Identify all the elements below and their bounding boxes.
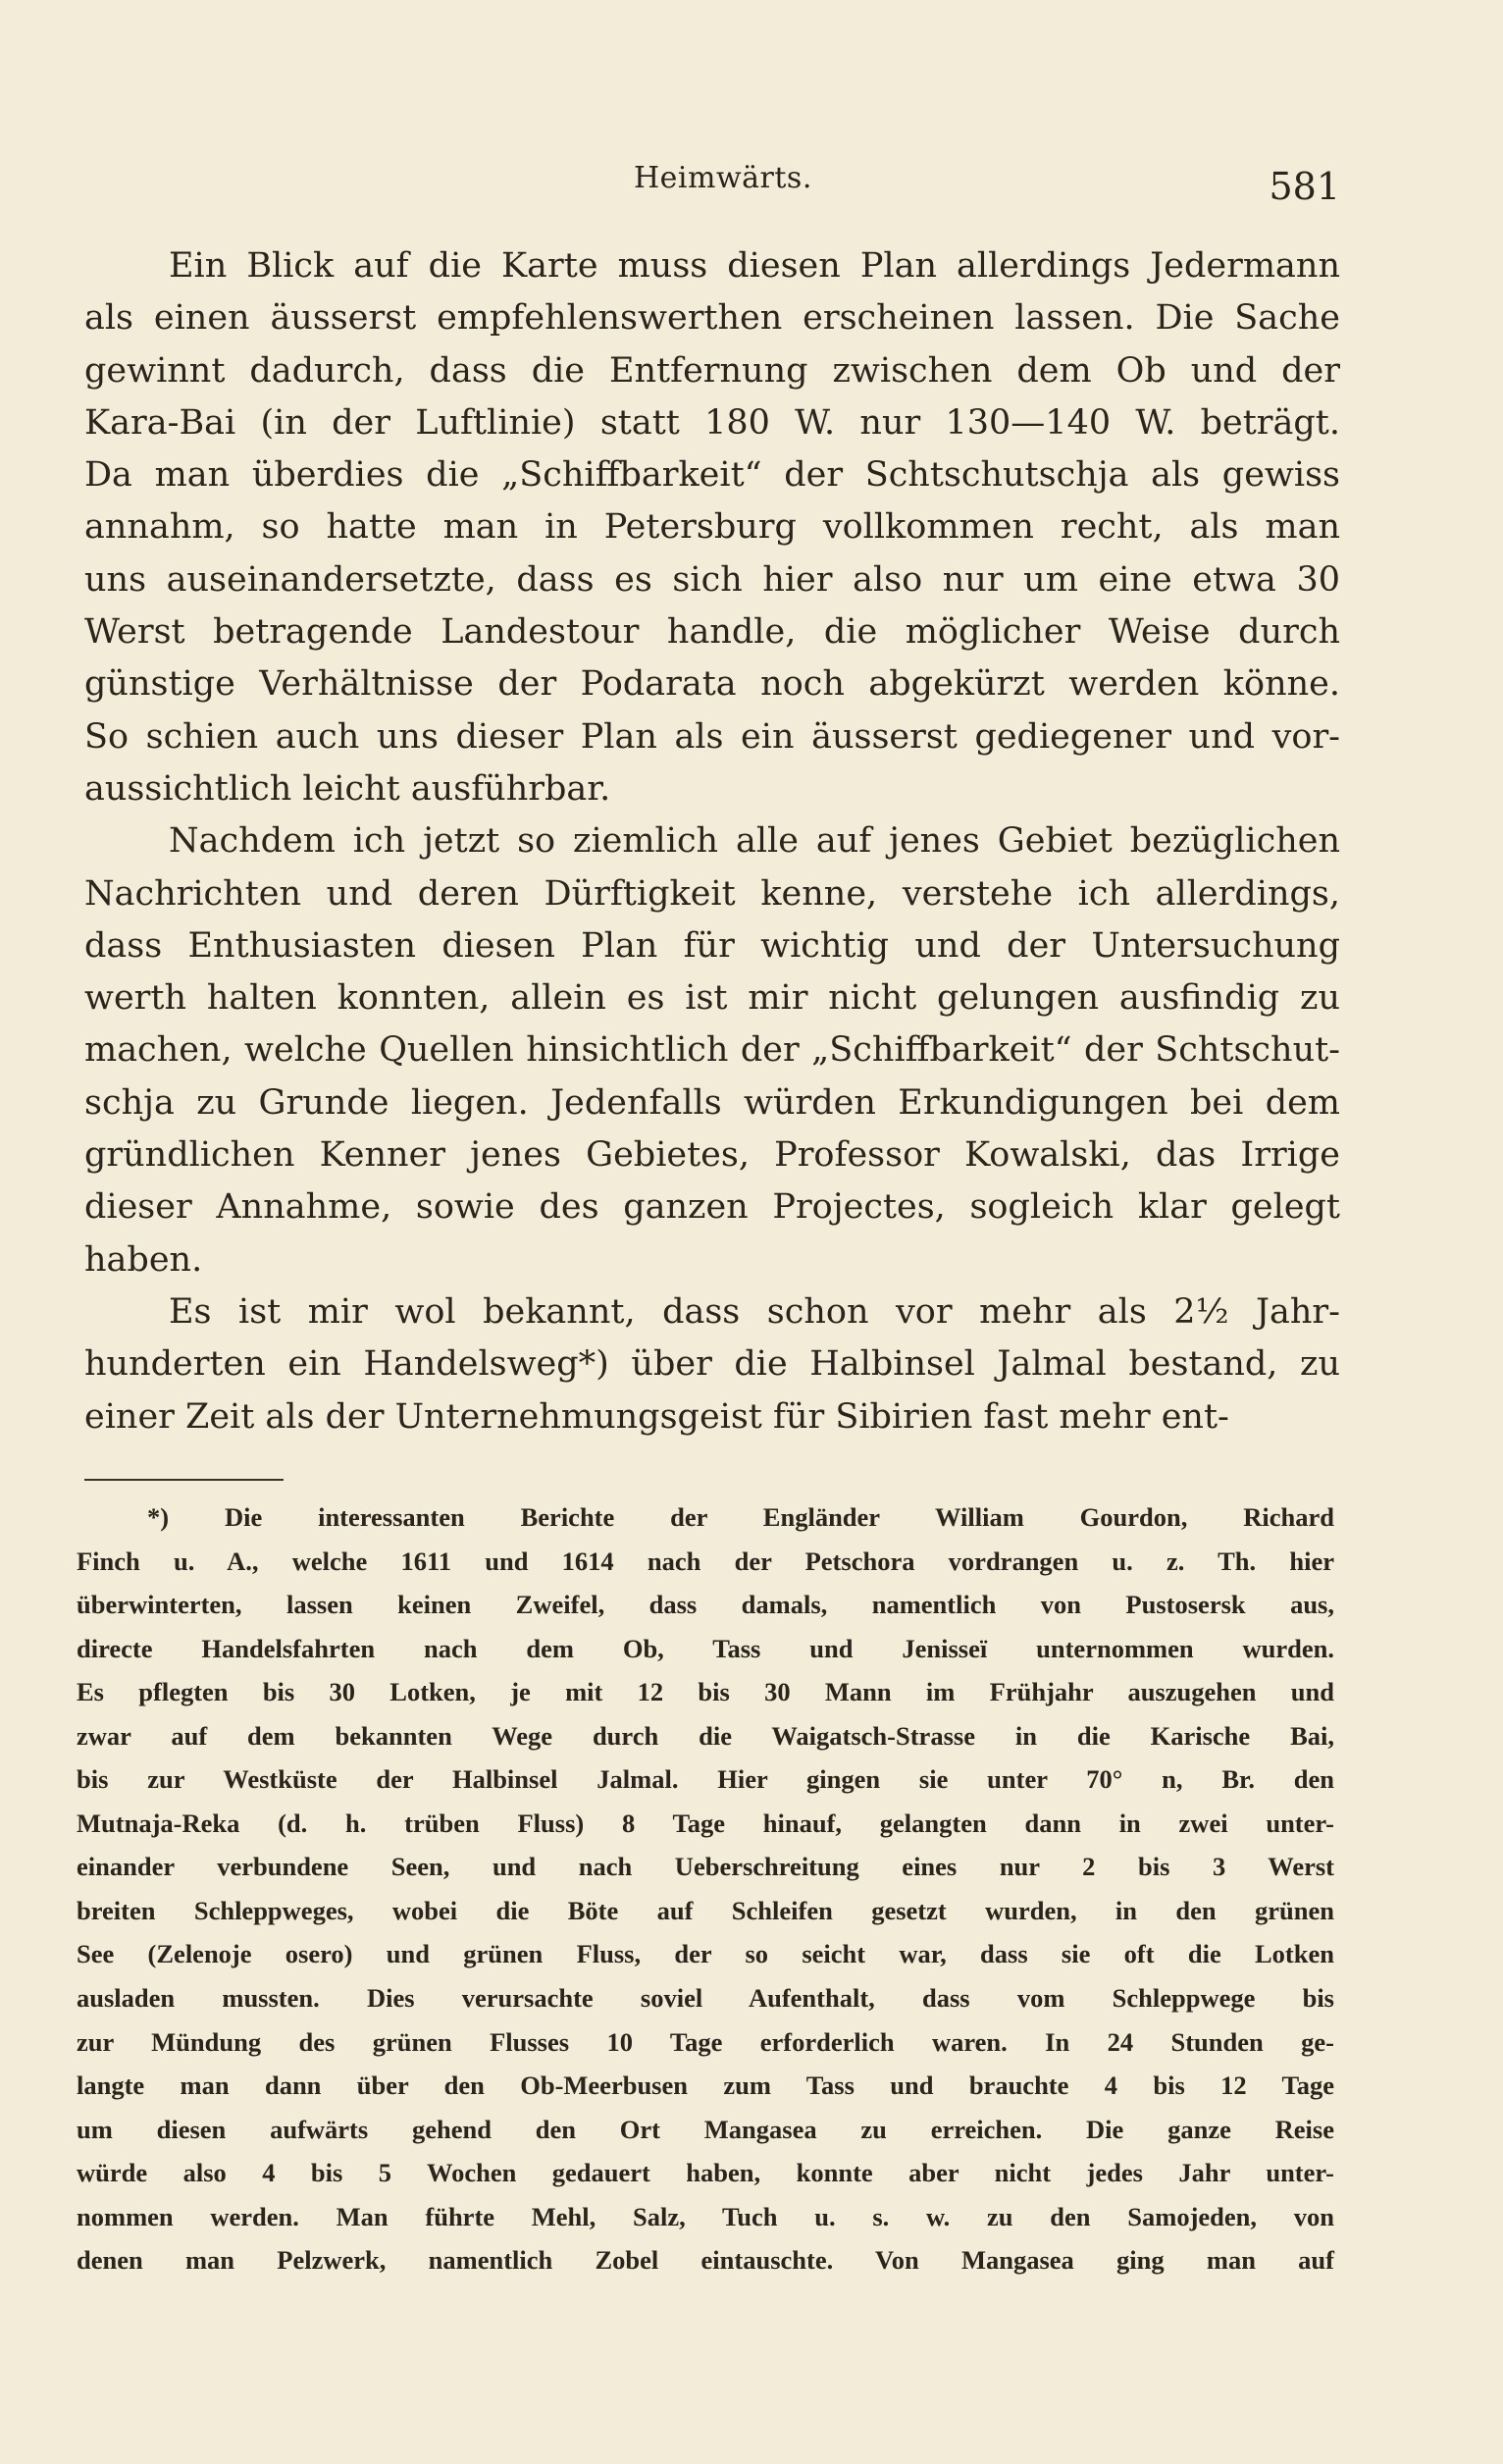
text-line: So schien auch uns dieser Plan als ein äusserst gediegener und vor-: [84, 716, 1340, 757]
body-text: [84, 240, 1340, 1443]
paragraph: [84, 240, 1340, 815]
text-line: gewinnt dadurch, dass die Entfernung zwischen dem Ob und der: [84, 350, 1340, 391]
text-line: als einen äusserst empfehlenswerthen erscheinen lassen. Die Sache: [84, 298, 1340, 339]
footnote-line: directe Handelsfahrten nach dem Ob, Tass und Jenisseï unternommen wurden.: [77, 1633, 1334, 1663]
text-line: annahm, so hatte man in Petersburg vollkommen recht, als man: [84, 507, 1340, 548]
text-line: aussichtlich leicht ausführbar.: [84, 768, 611, 809]
paragraph: [84, 1286, 1340, 1443]
footnote-line: See (Zelenoje osero) und grünen Fluss, der so seicht war, dass sie oft die Lotken: [77, 1939, 1334, 1969]
footnote-line: Es pflegten bis 30 Lotken, je mit 12 bis 30 Mann im Frühjahr auszugehen und: [77, 1677, 1334, 1707]
text-line: Nachdem ich jetzt so ziemlich alle auf jenes Gebiet bezüglichen: [169, 821, 1340, 862]
footnote-line: zur Mündung des grünen Flusses 10 Tage erforderlich waren. In 24 Stunden ge-: [77, 2026, 1334, 2057]
footnote-line: Mutnaja-Reka (d. h. trüben Fluss) 8 Tage hinauf, gelangten dann in zwei unter-: [77, 1808, 1334, 1838]
footnote-line: denen man Pelzwerk, namentlich Zobel eintauschte. Von Mangasea ging man auf: [77, 2245, 1334, 2276]
footnote: [77, 1495, 1334, 2282]
footnote-line: ausladen mussten. Dies verursachte soviel Aufenthalt, dass vom Schleppwege bis: [77, 1983, 1334, 2014]
text-line: einer Zeit als der Unternehmungsgeist für Sibirien fast mehr ent-: [84, 1396, 1229, 1437]
text-line: gründlichen Kenner jenes Gebietes, Professor Kowalski, das Irrige: [84, 1135, 1340, 1176]
footnote-line: breiten Schleppweges, wobei die Böte auf Schleifen gesetzt wurden, in den grünen: [77, 1895, 1334, 1925]
text-line: Werst betragende Landestour handle, die möglicher Weise durch: [84, 612, 1340, 653]
text-line: Nachrichten und deren Dürftigkeit kenne, verstehe ich allerdings,: [84, 873, 1340, 914]
page-number: 581: [1269, 165, 1340, 208]
footnote-line: zwar auf dem bekannten Wege durch die Waigatsch-Strasse in die Karische Bai,: [77, 1720, 1334, 1751]
footnote-line: bis zur Westküste der Halbinsel Jalmal. Hier gingen sie unter 70° n, Br. den: [77, 1764, 1334, 1795]
text-line: günstige Verhältnisse der Podarata noch abgekürzt werden könne.: [84, 664, 1340, 705]
text-line: dass Enthusiasten diesen Plan für wichtig und der Untersuchung: [84, 925, 1340, 966]
text-line: machen, welche Quellen hinsichtlich der „Schiffbarkeit“ der Schtschut-: [84, 1030, 1340, 1071]
footnote-line: überwinterten, lassen keinen Zweifel, dass damals, namentlich von Pustosersk aus,: [77, 1590, 1334, 1620]
running-title: Heimwärts.: [634, 161, 812, 195]
text-line: Kara-Bai (in der Luftlinie) statt 180 W. nur 130—140 W. beträgt.: [84, 402, 1340, 443]
footnote-line: würde also 4 bis 5 Wochen gedauert haben, konnte aber nicht jedes Jahr unter-: [77, 2158, 1334, 2188]
text-line: Ein Blick auf die Karte muss diesen Plan allerdings Jedermann: [169, 246, 1340, 286]
footnote-line: *) Die interessanten Berichte der Engländer William Gourdon, Richard: [147, 1502, 1334, 1532]
footnote-line: Finch u. A., welche 1611 und 1614 nach der Petschora vordrangen u. z. Th. hier: [77, 1546, 1334, 1576]
text-line: haben.: [84, 1239, 203, 1280]
text-line: hunderten ein Handelsweg*) über die Halbinsel Jalmal bestand, zu: [84, 1344, 1340, 1385]
footnote-line: um diesen aufwärts gehend den Ort Mangasea zu erreichen. Die ganze Reise: [77, 2114, 1334, 2144]
text-line: uns auseinandersetzte, dass es sich hier also nur um eine etwa 30: [84, 559, 1340, 600]
footnote-line: einander verbundene Seen, und nach Ueberschreitung eines nur 2 bis 3 Werst: [77, 1852, 1334, 1882]
footnote-line: langte man dann über den Ob-Meerbusen zum Tass und brauchte 4 bis 12 Tage: [77, 2071, 1334, 2101]
text-line: Es ist mir wol bekannt, dass schon vor mehr als 2½ Jahr-: [169, 1291, 1340, 1332]
footnote-line: nommen werden. Man führte Mehl, Salz, Tuch u. s. w. zu den Samojeden, von: [77, 2201, 1334, 2231]
footnote-rule: [84, 1479, 284, 1481]
text-line: dieser Annahme, sowie des ganzen Projectes, sogleich klar gelegt: [84, 1187, 1340, 1228]
paragraph: [84, 815, 1340, 1286]
text-line: werth halten konnten, allein es ist mir nicht gelungen ausfindig zu: [84, 978, 1340, 1019]
text-line: schja zu Grunde liegen. Jedenfalls würden Erkundigungen bei dem: [84, 1082, 1340, 1123]
page-header: [84, 155, 1340, 214]
text-line: Da man überdies die „Schiffbarkeit“ der Schtschutschja als gewiss: [84, 455, 1340, 496]
